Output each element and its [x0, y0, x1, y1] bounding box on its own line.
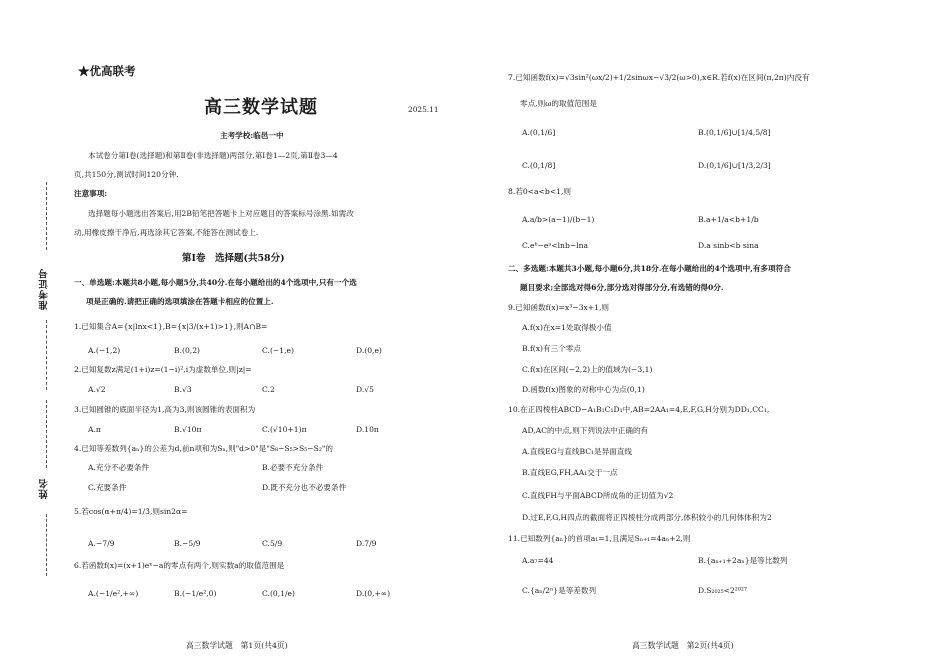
part-instructions: 一、单选题:本题共8小题,每小题5分,共40分.在每小题给出的4个选项中,只有一个选	[74, 278, 357, 287]
option-b: B.(0,1/6]∪[1/4,5/8]	[698, 128, 771, 137]
option-c: C.2	[262, 385, 275, 394]
option-a: A.(−1/e²,+∞)	[88, 589, 139, 598]
question-1-stem: 1.已知集合A={x|lnx<1},B={x|3/(x+1)>1},则A∩B=	[74, 322, 268, 331]
option-a: A.直线EG与直线BC₁是异面直线	[522, 447, 633, 456]
option-d: D.√5	[356, 385, 374, 394]
option-a: A.−7/9	[88, 539, 115, 548]
option-d: D.函数f(x)图象的对称中心为点(0,1)	[522, 385, 645, 394]
page-footer: 高三数学试题 第2页(共4页)	[632, 641, 734, 650]
option-b: B.a+1/a<b+1/b	[698, 215, 759, 224]
option-a: A.π	[88, 425, 101, 434]
option-a: A.a/b>(a−1)/(b−1)	[522, 215, 595, 224]
option-a: A.f(x)在x=1处取得极小值	[522, 323, 612, 332]
option-d: D.(0,e)	[356, 346, 382, 355]
option-b: B.(−1/e²,0)	[174, 589, 217, 598]
brand-mark: ★优高联考	[78, 64, 136, 78]
option-b: B.−5/9	[174, 539, 201, 548]
name-label: 姓名	[39, 478, 50, 499]
exam-id-label: 准考证号	[39, 268, 50, 310]
question-2-stem: 2.已知复数z满足(1+i)z=(1−i)²,i为虚数单位,则|z|=	[74, 365, 252, 374]
binding-line	[46, 514, 47, 576]
notice-line: 动,用橡皮擦干净后,再选涂其它答案,不能答在测试卷上.	[74, 228, 259, 237]
binding-line	[46, 400, 47, 468]
question-11-stem: 11.已知数列{aₙ}的首项a₁=1,且满足Sₙ₊₁=4aₙ+2,则	[508, 534, 691, 543]
binding-line	[46, 182, 47, 250]
question-7-stem-cont: 零点,则ω的取值范围是	[520, 99, 597, 108]
option-b: B.{aₙ₊₁+2aₙ}是等比数列	[698, 556, 788, 565]
binding-line	[46, 320, 47, 390]
option-d: D.7/9	[356, 539, 377, 548]
question-4-stem: 4.已知等差数列{aₙ}的公差为d,前n项和为Sₙ,则"d>0"是"S₈−S₅>S₅−S₂"的	[74, 444, 333, 453]
question-5-stem: 5.若cos(α+π/4)=1/3,则sin2α=	[74, 507, 188, 516]
intro-line: 本试卷分第Ⅰ卷(选择题)和第Ⅱ卷(非选择题)两部分,第Ⅰ卷1—2页,第Ⅱ卷3—4	[88, 151, 338, 160]
option-c: C.充要条件	[88, 483, 127, 492]
option-a: A.a₇=44	[522, 556, 554, 565]
question-8-stem: 8.若0<a<b<1,则	[508, 187, 571, 196]
intro-line: 页,共150分,测试时间120分钟.	[74, 170, 179, 179]
option-c: C.(√10+1)π	[262, 425, 307, 434]
question-6-stem: 6.若函数f(x)=(x+1)eˣ−a的零点有两个,则实数a的取值范围是	[74, 561, 285, 570]
binding-margin	[0, 0, 62, 667]
option-c: C.(0,1/8]	[522, 161, 556, 170]
option-d: D.过E,F,G,H四点的截面将正四棱柱分成两部分,体积较小的几何体体积为2	[522, 513, 772, 522]
question-10-stem-cont: AD,AC的中点,则下列说法中正确的有	[522, 426, 649, 435]
option-c: C.eᵇ−eᵃ<lnb−lna	[522, 241, 589, 250]
option-b: B.f(x)有三个零点	[522, 344, 581, 353]
option-c: C.5/9	[262, 539, 283, 548]
question-10-stem: 10.在正四棱柱ABCD−A₁B₁C₁D₁中,AB=2AA₁=4,E,F,G,H分别为DD₁,CC₁,	[508, 405, 770, 414]
option-a: A.√2	[88, 385, 106, 394]
section-title: 第Ⅰ卷 选择题(共58分)	[182, 253, 285, 264]
option-b: B.(0,2)	[174, 346, 200, 355]
question-7-stem: 7.已知函数f(x)=√3sin²(ωx/2)+1/2sinωx−√3/2(ω>0),x∈R.若f(x)在区间(π,2π)内没有	[508, 73, 810, 82]
option-c: C.(−1,e)	[262, 346, 294, 355]
option-b: B.√10π	[174, 425, 202, 434]
notice-heading: 注意事项:	[74, 189, 108, 198]
option-d: D.S₂₀₂₅<2²⁰²⁷	[698, 586, 747, 595]
part-instructions: 题目要求;全部选对得6分,部分选对得部分分,有选错的得0分.	[520, 283, 724, 292]
option-d: D.既不充分也不必要条件	[262, 483, 347, 492]
option-a: A.(−1,2)	[88, 346, 121, 355]
exam-date: 2025.11	[408, 105, 439, 114]
option-c: C.直线FH与平面ABCD所成角的正切值为√2	[522, 491, 674, 500]
option-d: D.(0,1/6]∪[1/3,2/3]	[698, 161, 771, 170]
option-d: D.(0,+∞)	[356, 589, 391, 598]
option-d: D.a sinb<b sina	[698, 241, 759, 250]
notice-line: 选择题每小题选出答案后,用2B铅笔把答题卡上对应题目的答案标号涂黑.如需改	[88, 209, 354, 218]
part-instructions: 项是正确的.请把正确的选项填涂在答题卡相应的位置上.	[86, 297, 274, 306]
option-c: C.{aₙ/2ⁿ}是等差数列	[522, 586, 597, 595]
option-c: C.(0,1/e)	[262, 589, 296, 598]
option-b: B.√3	[174, 385, 192, 394]
option-c: C.f(x)在区间(−2,2)上的值域为(−3,1)	[522, 365, 653, 374]
host-school: 主考学校:临邑一中	[220, 131, 284, 140]
option-d: D.10π	[356, 425, 379, 434]
option-a: A.(0,1/6]	[522, 128, 556, 137]
part-instructions: 二、多选题:本题共3小题,每小题6分,共18分.在每小题给出的4个选项中,有多项符合	[508, 264, 791, 273]
option-b: B.必要不充分条件	[262, 463, 324, 472]
option-a: A.充分不必要条件	[88, 463, 150, 472]
page-title: 高三数学试题	[204, 97, 318, 118]
question-9-stem: 9.已知函数f(x)=x³−3x+1,则	[508, 303, 610, 312]
question-3-stem: 3.已知圆锥的底面半径为1,高为3,则该圆锥的表面积为	[74, 405, 256, 414]
page-footer: 高三数学试题 第1页(共4页)	[186, 641, 288, 650]
option-b: B.直线EG,FH,AA₁交于一点	[522, 468, 618, 477]
